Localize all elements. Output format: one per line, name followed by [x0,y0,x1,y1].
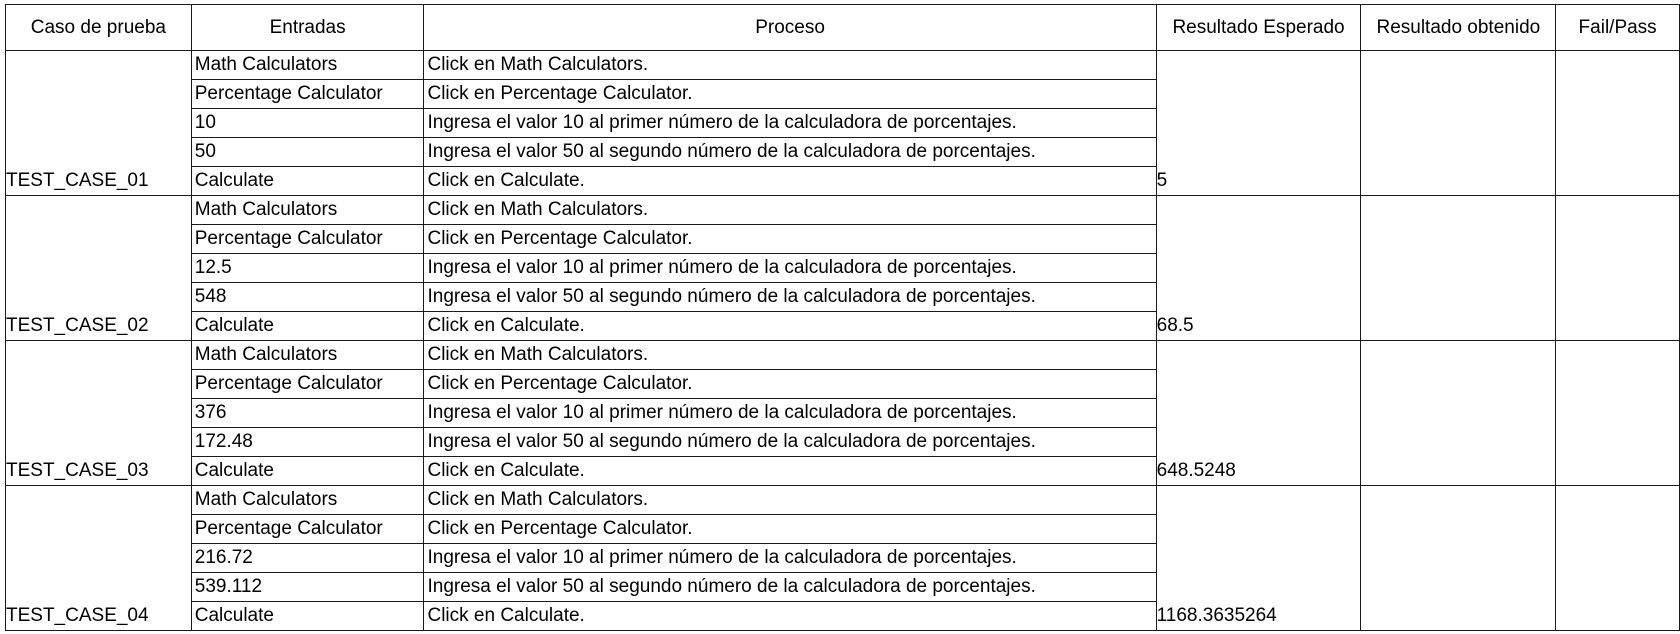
input-cell: Percentage Calculator [191,370,424,399]
fail-pass-status [1556,51,1680,196]
header-obtained: Resultado obtenido [1361,5,1556,51]
process-cell: Ingresa el valor 10 al primer número de la calculadora de porcentajes. [424,254,1156,283]
process-cell: Click en Percentage Calculator. [424,515,1156,544]
obtained-result [1361,196,1556,341]
header-row [6,5,1680,51]
input-cell: Percentage Calculator [191,515,424,544]
input-cell: Math Calculators [191,486,424,515]
process-cell: Click en Math Calculators. [424,486,1156,515]
expected-result: 68.5 [1156,196,1361,341]
test-case-id: TEST_CASE_03 [6,341,192,486]
input-cell: Math Calculators [191,341,424,370]
header-inputs: Entradas [191,5,424,51]
input-cell: 172.48 [191,428,424,457]
input-cell: 548 [191,283,424,312]
table-row [6,486,1680,515]
obtained-result [1361,341,1556,486]
header-failpass: Fail/Pass [1556,5,1680,51]
process-cell: Click en Calculate. [424,457,1156,486]
expected-result: 648.5248 [1156,341,1361,486]
header-expected: Resultado Esperado [1156,5,1361,51]
process-cell: Ingresa el valor 10 al primer número de la calculadora de porcentajes. [424,109,1156,138]
process-cell: Ingresa el valor 50 al segundo número de la calculadora de porcentajes. [424,138,1156,167]
test-case-id: TEST_CASE_01 [6,51,192,196]
test-case-id: TEST_CASE_04 [6,486,192,631]
process-cell: Click en Percentage Calculator. [424,80,1156,109]
input-cell: Math Calculators [191,51,424,80]
process-cell: Click en Percentage Calculator. [424,370,1156,399]
input-cell: 12.5 [191,254,424,283]
process-cell: Ingresa el valor 50 al segundo número de la calculadora de porcentajes. [424,573,1156,602]
input-cell: 376 [191,399,424,428]
test-case-table [5,4,1680,631]
input-cell: 10 [191,109,424,138]
input-cell: Calculate [191,457,424,486]
table-row [6,51,1680,80]
expected-result: 1168.3635264 [1156,486,1361,631]
fail-pass-status [1556,341,1680,486]
input-cell: Calculate [191,167,424,196]
table-body [6,51,1680,631]
table-row [6,196,1680,225]
process-cell: Click en Math Calculators. [424,341,1156,370]
input-cell: 50 [191,138,424,167]
process-cell: Click en Calculate. [424,312,1156,341]
header-process: Proceso [424,5,1156,51]
fail-pass-status [1556,486,1680,631]
table-row [6,341,1680,370]
process-cell: Ingresa el valor 10 al primer número de la calculadora de porcentajes. [424,544,1156,573]
process-cell: Ingresa el valor 10 al primer número de la calculadora de porcentajes. [424,399,1156,428]
fail-pass-status [1556,196,1680,341]
process-cell: Ingresa el valor 50 al segundo número de la calculadora de porcentajes. [424,283,1156,312]
input-cell: Math Calculators [191,196,424,225]
input-cell: Percentage Calculator [191,225,424,254]
input-cell: 216.72 [191,544,424,573]
process-cell: Click en Math Calculators. [424,196,1156,225]
obtained-result [1361,51,1556,196]
input-cell: Percentage Calculator [191,80,424,109]
process-cell: Click en Percentage Calculator. [424,225,1156,254]
process-cell: Click en Calculate. [424,167,1156,196]
obtained-result [1361,486,1556,631]
process-cell: Click en Math Calculators. [424,51,1156,80]
process-cell: Ingresa el valor 50 al segundo número de la calculadora de porcentajes. [424,428,1156,457]
input-cell: Calculate [191,312,424,341]
process-cell: Click en Calculate. [424,602,1156,631]
test-case-id: TEST_CASE_02 [6,196,192,341]
input-cell: 539.112 [191,573,424,602]
header-case: Caso de prueba [6,5,192,51]
expected-result: 5 [1156,51,1361,196]
input-cell: Calculate [191,602,424,631]
